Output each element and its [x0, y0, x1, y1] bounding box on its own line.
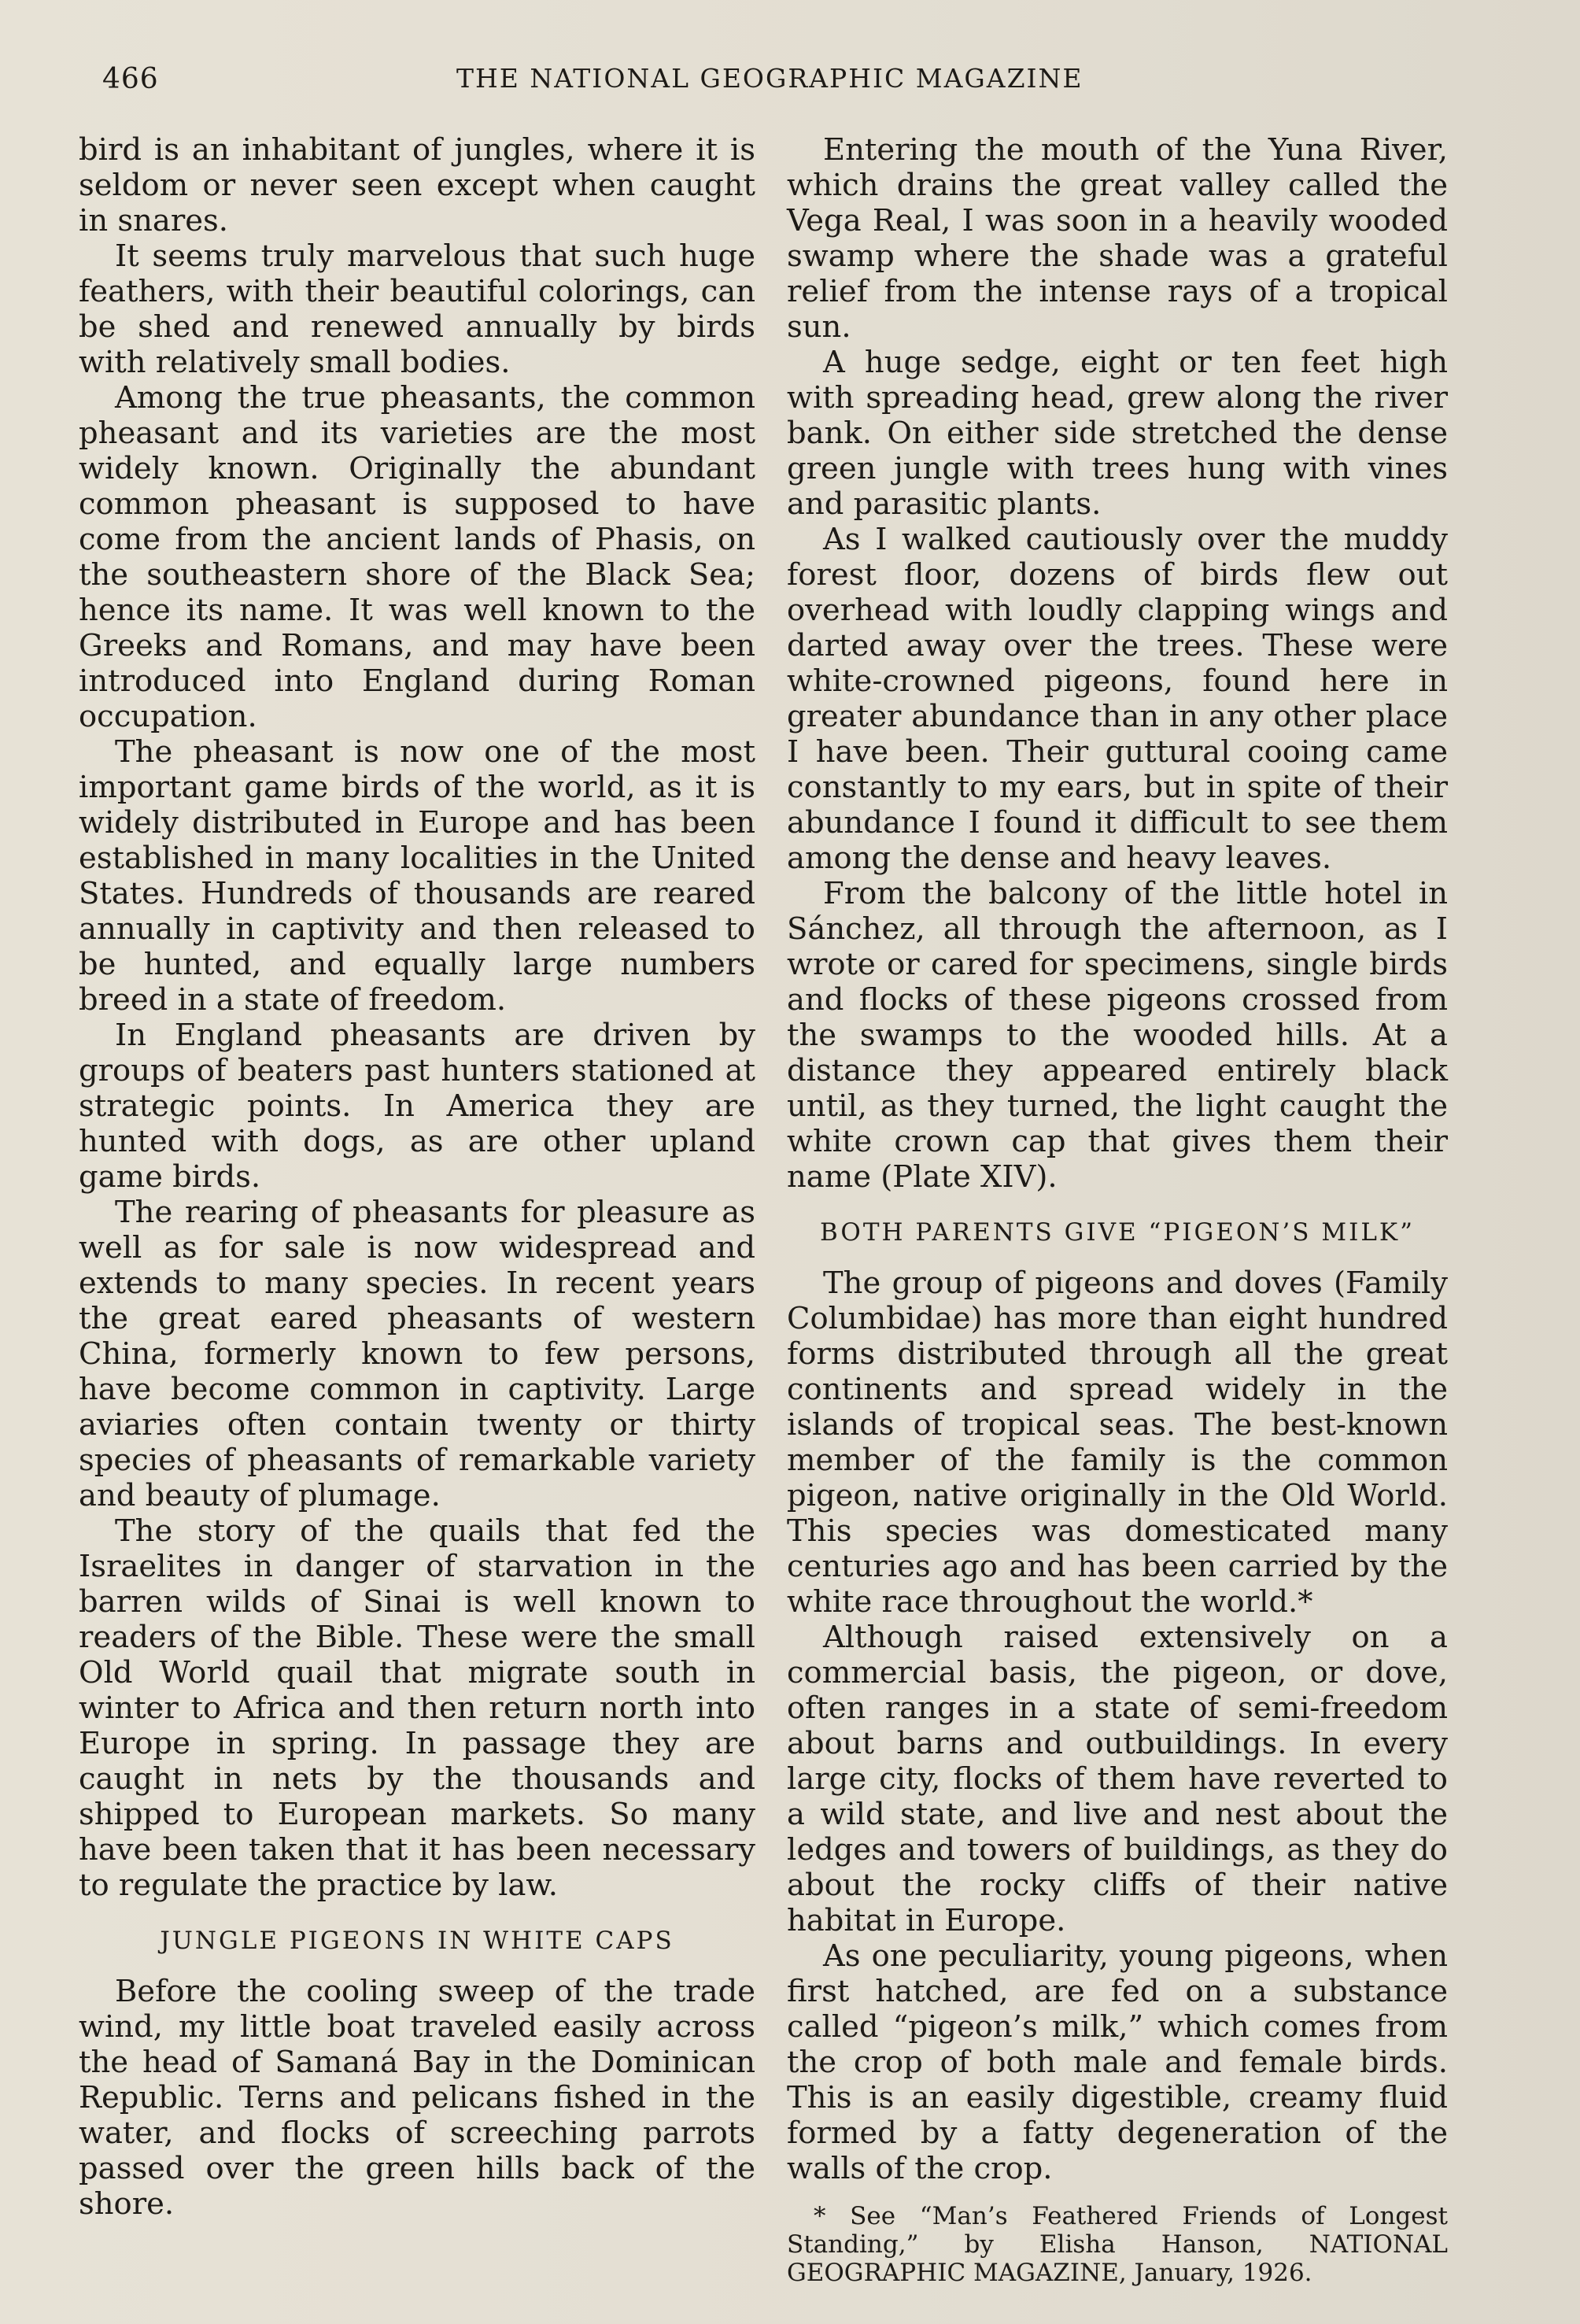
- paragraph: In England pheasants are driven by groups of beaters past hunters stationed at strategic points. In America they are hunted with dogs, as are other upland game birds.: [79, 1018, 755, 1195]
- paragraph: A huge sedge, eight or ten feet high with spreading head, grew along the river bank. On either side stretched the dense green jungle with trees hung with vines and parasitic plants.: [787, 345, 1448, 522]
- paragraph: The pheasant is now one of the most important game birds of the world, as it is widely distributed in Europe and has been established in many localities in the United States. Hundreds of thousands are reared annually in captivity and then released to be hunted, and equally large numbers breed in a state of freedom.: [79, 734, 755, 1018]
- paragraph: Before the cooling sweep of the trade wind, my little boat traveled easily across the head of Samaná Bay in the Dominican Republic. Terns and pelicans fished in the water, and flocks of screeching parrots passed over the green hills back of the shore.: [79, 1974, 755, 2222]
- left-column: [79, 132, 755, 2222]
- paragraph: Entering the mouth of the Yuna River, which drains the great valley called the Vega Real, I was soon in a heavily wooded swamp where the shade was a grateful relief from the intense rays of a tropical sun.: [787, 132, 1448, 345]
- paragraph: Among the true pheasants, the common pheasant and its varieties are the most widely known. Originally the abundant common pheasant is supposed to have come from the ancient lands of Phasis, on the southeastern shore of the Black Sea; hence its name. It was well known to the Greeks and Romans, and may have been introduced into England during Roman occupation.: [79, 380, 755, 734]
- right-column: [787, 132, 1448, 2311]
- paragraph: The rearing of pheasants for pleasure as well as for sale is now widespread and extends to many species. In recent years the great eared pheasants of western China, formerly known to few persons, have become common in captivity. Large aviaries often contain twenty or thirty species of pheasants of remarkable variety and beauty of plumage.: [79, 1195, 755, 1513]
- paragraph: The story of the quails that fed the Israelites in danger of starvation in the barren wilds of Sinai is well known to readers of the Bible. These were the small Old World quail that migrate south in winter to Africa and then return north into Europe in spring. In passage they are caught in nets by the thousands and shipped to European markets. So many have been taken that it has been necessary to regulate the practice by law.: [79, 1513, 755, 1903]
- paragraph: bird is an inhabitant of jungles, where it is seldom or never seen except when caught in snares.: [79, 132, 755, 238]
- page-number: 466: [102, 63, 159, 95]
- page-header: [102, 63, 1487, 110]
- paragraph: From the balcony of the little hotel in Sánchez, all through the afternoon, as I wrote or cared for specimens, single birds and flocks of these pigeons crossed from the swamps to the wooded hills. At a distance they appeared entirely black until, as they turned, the light caught the white crown cap that gives them their name (Plate XIV).: [787, 876, 1448, 1195]
- paragraph: As I walked cautiously over the muddy forest floor, dozens of birds flew out overhead with loudly clapping wings and darted away over the trees. These were white-crowned pigeons, found here in greater abundance than in any other place I have been. Their guttural cooing came constantly to my ears, but in spite of their abundance I found it difficult to see them among the dense and heavy leaves.: [787, 522, 1448, 876]
- footnote: * See “Man’s Feathered Friends of Longest Standing,” by Elisha Hanson, NATIONAL GEOGRAPHIC MAGAZINE, January, 1926.: [787, 2202, 1448, 2287]
- paragraph: Although raised extensively on a commercial basis, the pigeon, or dove, often ranges in a state of semi-freedom about barns and outbuildings. In every large city, flocks of them have reverted to a wild state, and live and nest about the ledges and towers of buildings, as they do about the rocky cliffs of their native habitat in Europe.: [787, 1620, 1448, 1938]
- section-subhead: BOTH PARENTS GIVE “PIGEON’S MILK”: [820, 1218, 1415, 1247]
- paragraph: It seems truly marvelous that such huge feathers, with their beautiful colorings, can be shed and renewed annually by birds with relatively small bodies.: [79, 238, 755, 380]
- paragraph: As one peculiarity, young pigeons, when first hatched, are fed on a substance called “pigeon’s milk,” which comes from the crop of both male and female birds. This is an easily digestible, creamy fluid formed by a fatty degeneration of the walls of the crop.: [787, 1938, 1448, 2186]
- paragraph: The group of pigeons and doves (Family Columbidae) has more than eight hundred forms distributed through all the great continents and spread widely in the islands of tropical seas. The best-known member of the family is the common pigeon, native originally in the Old World. This species was domesticated many centuries ago and has been carried by the white race throughout the world.*: [787, 1265, 1448, 1620]
- running-head: THE NATIONAL GEOGRAPHIC MAGAZINE: [456, 63, 1083, 94]
- section-subhead: JUNGLE PIGEONS IN WHITE CAPS: [160, 1927, 674, 1955]
